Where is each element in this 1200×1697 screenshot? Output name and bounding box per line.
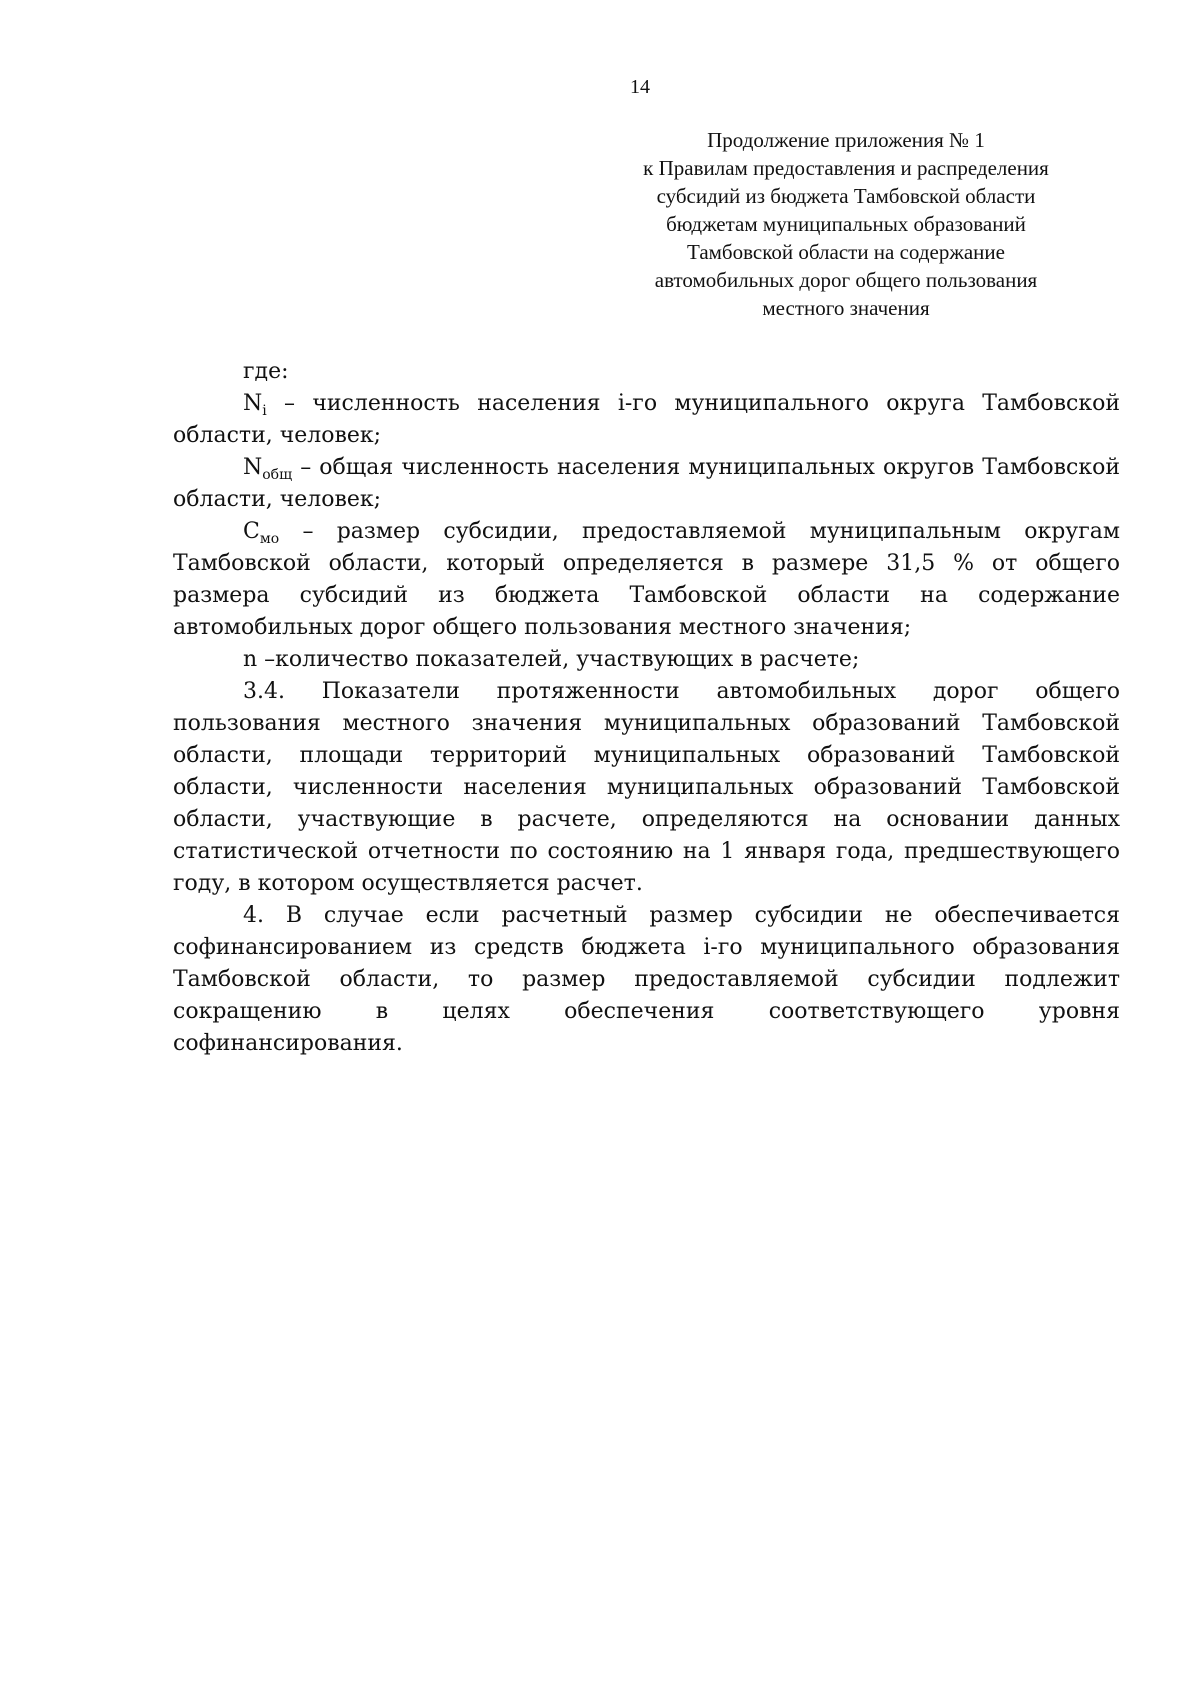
where-label: где: [243,359,289,384]
symbol-ni: N [243,391,263,416]
definition-cmo [173,516,1120,644]
subscript-cmo: мо [259,531,280,547]
appendix-header-line: автомобильных дорог общего пользования [654,268,1038,292]
appendix-header-line: Продолжение приложения № 1 [707,128,985,152]
definition-nobsh-text: – общая численность населения муниципальных округов Тамбовской области, человек; [173,455,1120,512]
appendix-header-line: субсидий из бюджета Тамбовской области [656,184,1036,208]
definition-n-count: n –количество показателей, участвующих в расчете; [243,647,860,672]
definition-ni [173,388,1120,452]
symbol-nobsh: N [243,455,263,480]
subscript-ni: i [262,403,267,419]
appendix-header-line: Тамбовской области на содержание [687,240,1005,264]
definition-ni-text: – численность населения i-го муниципального округа Тамбовской области, человек; [173,391,1120,448]
appendix-header [600,126,1092,322]
symbol-cmo: С [243,519,260,544]
definition-cmo-text: – размер субсидии, предоставляемой муниципальным округам Тамбовской области, который определяется в размере 31,5 % от общего размера субсидий из бюджета Тамбовской области на содержание автомобильных дорог общего пользования местного значения; [173,519,1120,640]
page-number: 14 [630,76,650,98]
document-body [173,356,1120,1060]
definition-nobsh [173,452,1120,516]
subscript-nobsh: общ [262,467,293,483]
appendix-header-line: бюджетам муниципальных образований [666,212,1026,236]
paragraph-4: 4. В случае если расчетный размер субсидии не обеспечивается софинансированием из средств бюджета i-го муниципального образования Тамбовской области, то размер предоставляемой субсидии подлежит сокращению в целях обеспечения соответствующего уровня софинансирования. [173,903,1120,1056]
paragraph-3-4: 3.4. Показатели протяженности автомобильных дорог общего пользования местного значения муниципальных образований Тамбовской области, площади территорий муниципальных образований Тамбовской области, численности населения муниципальных образований Тамбовской области, участвующие в расчете, определяются на основании данных статистической отчетности по состоянию на 1 января года, предшествующего году, в котором осуществляется расчет. [173,679,1120,896]
appendix-header-line: к Правилам предоставления и распределения [643,156,1049,180]
appendix-header-line: местного значения [762,296,930,320]
